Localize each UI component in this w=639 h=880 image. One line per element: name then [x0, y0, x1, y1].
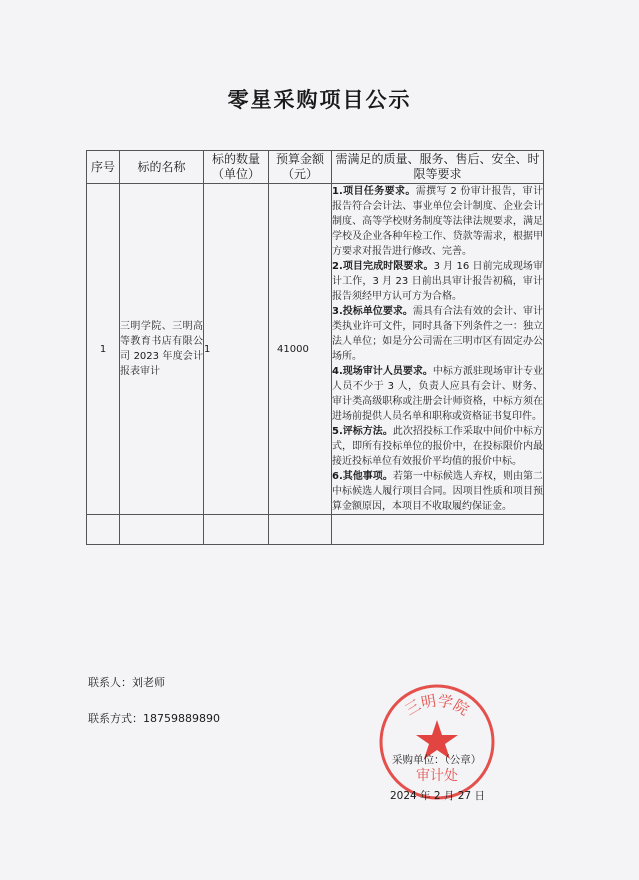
table-row: [87, 184, 544, 515]
cell-qty: 1: [204, 184, 269, 515]
seal-bottom-text: 审计处: [416, 768, 458, 784]
requirement-item: 1.项目任务要求。需撰写 2 份审计报告，审计报告符合会计法、事业单位会计制度、企业会计制度、高等学校财务制度等法律法规要求，满足学校及企业各种年检工作、贷款等需求，根据甲方要求对报告进行修改、完善。: [332, 186, 543, 257]
seal-top-text: 三明学院: [401, 691, 473, 720]
purchaser-label: 采购单位：（公章）: [392, 754, 482, 766]
table-header-row: [87, 151, 544, 184]
cell-requirements: [332, 184, 544, 515]
contact-person: 联系人：刘老师: [88, 676, 165, 689]
page-title: 零星采购项目公示: [227, 88, 412, 112]
header-seq: 序号: [87, 151, 120, 184]
procurement-table: [86, 150, 544, 545]
header-name: 标的名称: [120, 151, 204, 184]
publish-date: 2024 年 2 月 27 日: [390, 790, 485, 802]
header-qty: 标的数量（单位）: [204, 151, 269, 184]
cell-name: 三明学院、三明高等教育书店有限公司 2023 年度会计报表审计: [120, 184, 204, 515]
header-budget: 预算金额（元）: [269, 151, 332, 184]
requirement-item: 2.项目完成时限要求。3 月 16 日前完成现场审计工作，3 月 23 日前出具审计报告初稿，审计报告须经甲方认可方为合格。: [332, 261, 543, 302]
requirement-item: 3.投标单位要求。需具有合法有效的会计、审计类执业许可文件，同时具备下列条件之一：独立法人单位；如是分公司需在三明市区有固定办公场所。: [332, 306, 543, 362]
official-seal-stamp: [375, 680, 499, 804]
header-requirements: 需满足的质量、服务、售后、安全、时限等要求: [332, 151, 544, 184]
requirement-item: 4.现场审计人员要求。中标方派驻现场审计专业人员不少于 3 人，负责人应具有会计、财务、审计类高级职称或注册会计师资格，中标方须在进场前提供人员名单和职称或资格证书复印件。: [332, 366, 543, 422]
requirement-item: 6.其他事项。若第一中标候选人弃权，则由第二中标候选人履行项目合同。因项目性质和项目预算金额原因，本项目不收取履约保证金。: [332, 471, 543, 512]
contact-phone: 联系方式：18759889890: [88, 712, 220, 725]
table-empty-row: [87, 515, 544, 545]
cell-seq: 1: [87, 184, 120, 515]
cell-budget: 41000: [269, 184, 332, 515]
requirement-item: 5.评标方法。此次招投标工作采取中间价中标方式，即所有投标单位的报价中，在投标限价内最接近投标单位有效报价平均值的报价中标。: [332, 426, 543, 467]
